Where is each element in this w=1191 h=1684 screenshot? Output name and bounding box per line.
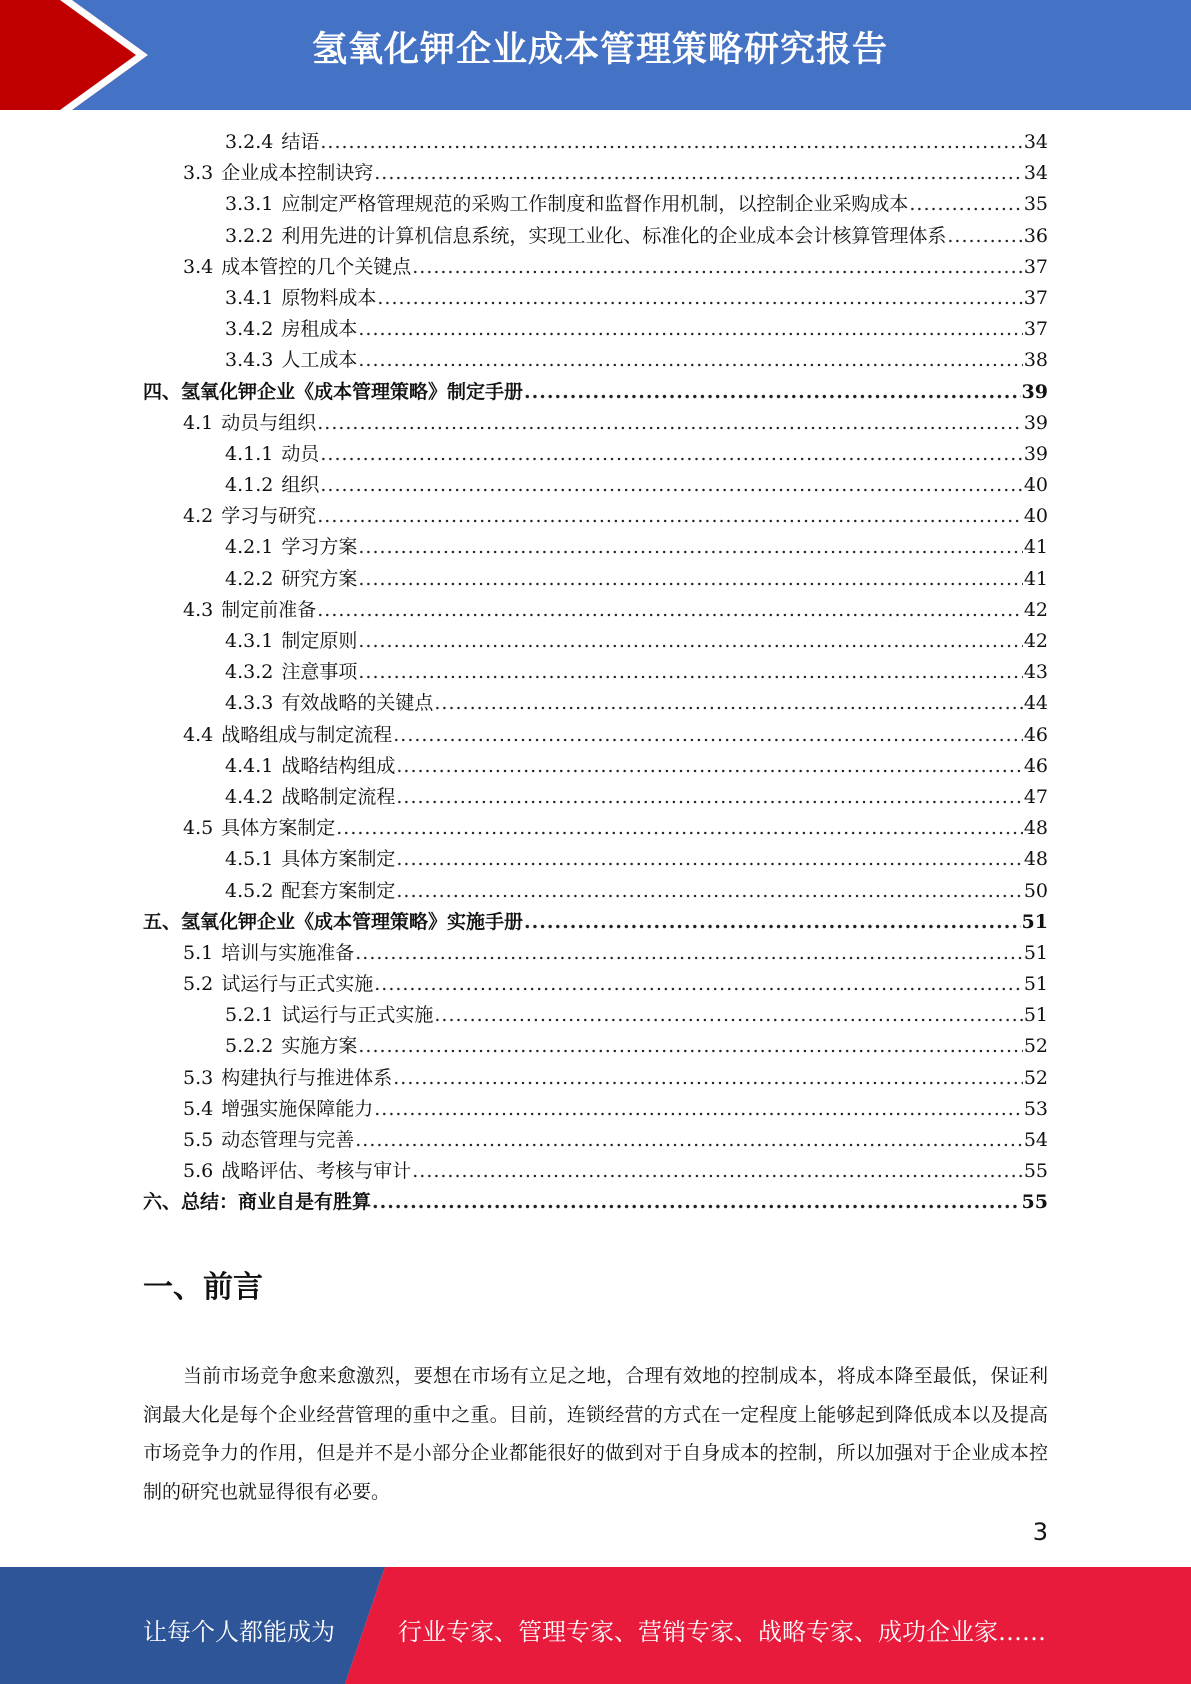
toc-entry-page: 39: [1023, 442, 1048, 465]
toc-dot-leader: [355, 938, 1023, 969]
toc-entry-title: 战略组成与制定流程: [221, 723, 393, 746]
toc-dot-leader: [396, 876, 1022, 907]
toc-dot-leader: [434, 688, 1022, 719]
toc-dot-leader: [317, 595, 1023, 626]
toc-entry-number: 5.2: [183, 973, 214, 996]
toc-entry-page: 47: [1023, 785, 1048, 808]
toc-entry-title: 动员: [281, 442, 320, 465]
toc-dot-leader: [412, 1156, 1023, 1187]
toc-entry[interactable]: [143, 720, 1048, 751]
toc-entry-page: 40: [1023, 505, 1048, 528]
toc-entry-page: 46: [1023, 723, 1048, 746]
toc-dot-leader: [524, 377, 1021, 408]
footer-slogan-right: 行业专家、管理专家、营销专家、战略专家、成功企业家……: [398, 1618, 1046, 1646]
report-title: 氢氧化钾企业成本管理策略研究报告: [311, 30, 888, 70]
toc-entry-title: 利用先进的计算机信息系统，实现工业化、标准化的企业成本会计核算管理体系: [281, 224, 947, 247]
toc-entry-title: 制定原则: [281, 630, 358, 652]
toc-dot-leader: [358, 532, 1022, 563]
toc-entry-number: 5.2.2: [225, 1035, 274, 1058]
toc-entry-page: 41: [1023, 567, 1048, 590]
toc-dot-leader: [393, 720, 1023, 751]
toc-entry-title: 制定前准备: [221, 598, 317, 621]
toc-entry-page: 37: [1023, 286, 1048, 309]
toc-entry[interactable]: [143, 876, 1048, 907]
toc-entry-number: 3.4.1: [225, 286, 274, 309]
toc-entry-title: 应制定严格管理规范的采购工作制度和监督作用机制，以控制企业采购成本: [281, 193, 909, 216]
toc-entry-number: 4.1.1: [225, 442, 274, 465]
toc-dot-leader: [320, 127, 1022, 158]
toc-entry[interactable]: [143, 1187, 1048, 1218]
toc-entry-title: 五、氢氧化钾企业《成本管理策略》实施手册: [143, 910, 524, 933]
toc-entry-page: 48: [1023, 848, 1048, 871]
toc-dot-leader: [377, 283, 1022, 314]
toc-entry-title: 构建执行与推进体系: [221, 1066, 393, 1089]
toc-entry-page: 38: [1023, 349, 1048, 372]
toc-dot-leader: [396, 844, 1022, 875]
toc-entry[interactable]: [143, 938, 1048, 969]
toc-entry-title: 人工成本: [281, 349, 358, 372]
toc-entry-number: 5.2.1: [225, 1004, 274, 1027]
toc-entry[interactable]: [143, 844, 1048, 875]
toc-entry-page: 44: [1023, 692, 1048, 715]
toc-entry[interactable]: [143, 595, 1048, 626]
toc-dot-leader: [372, 1187, 1021, 1218]
toc-entry-number: 5.4: [183, 1097, 214, 1120]
toc-entry-page: 34: [1023, 162, 1048, 185]
toc-entry-title: 有效战略的关键点: [281, 692, 434, 715]
toc-entry-number: 3.4.3: [225, 349, 274, 372]
toc-entry-number: 4.5: [183, 817, 214, 840]
table-of-contents: [143, 127, 1048, 1219]
toc-entry-title: 配套方案制定: [281, 879, 396, 902]
toc-entry-page: 40: [1023, 474, 1048, 497]
toc-entry-number: 3.4: [183, 255, 214, 278]
toc-entry-title: 战略评估、考核与审计: [221, 1160, 412, 1183]
toc-entry-number: 3.2.4: [225, 131, 274, 153]
toc-entry-title: 注意事项: [281, 661, 358, 684]
toc-entry-page: 50: [1023, 879, 1048, 902]
toc-entry[interactable]: [143, 969, 1048, 1000]
toc-entry[interactable]: [143, 189, 1048, 220]
toc-entry[interactable]: [143, 907, 1048, 938]
toc-dot-leader: [374, 158, 1023, 189]
footer-slogan-left: 让每个人都能成为: [143, 1618, 335, 1646]
toc-entry-title: 实施方案: [281, 1035, 358, 1058]
toc-entry[interactable]: [143, 408, 1048, 439]
toc-entry-number: 4.3: [183, 598, 214, 621]
toc-dot-leader: [396, 751, 1022, 782]
toc-dot-leader: [320, 470, 1022, 501]
toc-dot-leader: [317, 408, 1023, 439]
toc-entry[interactable]: [143, 1094, 1048, 1125]
toc-entry-number: 4.2.2: [225, 567, 274, 590]
toc-entry-page: 35: [1023, 193, 1048, 216]
toc-entry-title: 试运行与正式实施: [221, 973, 374, 996]
toc-entry-number: 4.4.1: [225, 754, 274, 777]
toc-entry-title: 组织: [281, 474, 320, 497]
toc-dot-leader: [320, 439, 1022, 470]
toc-dot-leader: [336, 813, 1023, 844]
toc-entry-page: 46: [1023, 754, 1048, 777]
toc-entry[interactable]: [143, 158, 1048, 189]
toc-entry[interactable]: [143, 813, 1048, 844]
toc-entry-page: 43: [1023, 661, 1048, 684]
red-chevron-decoration: [0, 0, 200, 110]
toc-entry-number: 5.3: [183, 1066, 214, 1089]
toc-entry-number: 4.3.2: [225, 661, 274, 684]
toc-entry-page: 55: [1023, 1160, 1048, 1183]
toc-entry-page: 42: [1023, 630, 1048, 652]
toc-entry-number: 4.5.1: [225, 848, 274, 871]
toc-dot-leader: [358, 345, 1022, 376]
toc-entry-page: 37: [1023, 255, 1048, 278]
toc-entry-title: 原物料成本: [281, 286, 377, 309]
toc-entry-number: 4.4: [183, 723, 214, 746]
toc-entry[interactable]: [143, 688, 1048, 719]
toc-entry-title: 具体方案制定: [281, 848, 396, 871]
toc-dot-leader: [374, 969, 1023, 1000]
toc-entry-title: 具体方案制定: [221, 817, 336, 840]
toc-entry-page: 37: [1023, 318, 1048, 341]
toc-entry-title: 六、总结：商业自是有胜算: [143, 1191, 372, 1214]
toc-entry-title: 战略结构组成: [281, 754, 396, 777]
toc-entry-number: 4.3.3: [225, 692, 274, 715]
toc-entry-page: 52: [1023, 1035, 1048, 1058]
toc-entry[interactable]: [143, 1125, 1048, 1156]
toc-entry-number: 5.1: [183, 941, 214, 964]
toc-entry-number: 4.1: [183, 411, 214, 434]
toc-entry-page: 34: [1023, 131, 1048, 153]
toc-dot-leader: [358, 314, 1022, 345]
toc-entry-number: 4.3.1: [225, 630, 274, 652]
toc-entry-page: 48: [1023, 817, 1048, 840]
toc-entry-title: 四、氢氧化钾企业《成本管理策略》制定手册: [143, 380, 524, 403]
toc-dot-leader: [909, 189, 1022, 220]
toc-entry[interactable]: [143, 252, 1048, 283]
toc-entry[interactable]: [143, 501, 1048, 532]
toc-entry-page: 51: [1023, 973, 1048, 996]
section-heading: 一、前言: [143, 1270, 263, 1305]
toc-entry[interactable]: [143, 1063, 1048, 1094]
toc-entry-page: 52: [1023, 1066, 1048, 1089]
toc-entry[interactable]: [143, 127, 1048, 158]
toc-entry-number: 3.3.1: [225, 193, 274, 216]
toc-entry[interactable]: [143, 377, 1048, 408]
toc-entry-title: 研究方案: [281, 567, 358, 590]
toc-entry[interactable]: [143, 314, 1048, 345]
toc-entry-title: 动员与组织: [221, 411, 317, 434]
toc-entry[interactable]: [143, 283, 1048, 314]
toc-dot-leader: [358, 1031, 1022, 1062]
toc-entry[interactable]: [143, 564, 1048, 595]
toc-entry-page: 39: [1023, 411, 1048, 434]
toc-entry[interactable]: [143, 1156, 1048, 1187]
toc-entry[interactable]: [143, 782, 1048, 813]
toc-entry-title: 企业成本控制诀窍: [221, 162, 374, 185]
toc-entry[interactable]: [143, 1031, 1048, 1062]
toc-dot-leader: [358, 564, 1022, 595]
toc-dot-leader: [355, 1125, 1023, 1156]
toc-dot-leader: [358, 657, 1022, 688]
toc-entry-page: 42: [1023, 598, 1048, 621]
toc-entry-page: 51: [1023, 941, 1048, 964]
toc-entry-title: 成本管控的几个关键点: [221, 255, 412, 278]
toc-dot-leader: [317, 501, 1023, 532]
toc-entry-number: 4.4.2: [225, 785, 274, 808]
toc-entry-number: 3.2.2: [225, 224, 274, 247]
toc-entry[interactable]: [143, 345, 1048, 376]
toc-dot-leader: [947, 221, 1022, 252]
toc-entry[interactable]: [143, 439, 1048, 470]
toc-entry-page: 41: [1023, 536, 1048, 559]
toc-entry-title: 试运行与正式实施: [281, 1004, 434, 1027]
toc-entry-number: 4.1.2: [225, 474, 274, 497]
toc-entry-number: 4.2.1: [225, 536, 274, 559]
toc-dot-leader: [434, 1000, 1022, 1031]
page-number: 3: [1032, 1518, 1048, 1546]
toc-dot-leader: [396, 782, 1022, 813]
toc-entry-page: 39: [1021, 380, 1048, 403]
toc-entry[interactable]: [143, 626, 1048, 657]
toc-dot-leader: [374, 1094, 1023, 1125]
toc-entry[interactable]: [143, 470, 1048, 501]
toc-entry-number: 5.6: [183, 1160, 214, 1183]
toc-entry[interactable]: [143, 532, 1048, 563]
toc-entry-title: 战略制定流程: [281, 785, 396, 808]
toc-entry-title: 房租成本: [281, 318, 358, 341]
toc-entry-title: 增强实施保障能力: [221, 1097, 374, 1120]
toc-entry-number: 3.3: [183, 162, 214, 185]
intro-paragraph: 当前市场竞争愈来愈激烈，要想在市场有立足之地，合理有效地的控制成本，将成本降至最低，保证利润最大化是每个企业经营管理的重中之重。目前，连锁经营的方式在一定程度上能够起到降低成本以及提高市场竞争力的作用，但是并不是小部分企业都能很好的做到对于自身成本的控制，所以加强对于企业成本控制的研究也就显得很有必要。: [143, 1365, 1048, 1503]
toc-entry[interactable]: [143, 221, 1048, 252]
toc-dot-leader: [358, 626, 1022, 657]
toc-entry-number: 4.2: [183, 505, 214, 528]
toc-entry-page: 55: [1021, 1191, 1048, 1214]
toc-entry-title: 动态管理与完善: [221, 1129, 355, 1151]
toc-entry-page: 36: [1023, 224, 1048, 247]
toc-entry[interactable]: [143, 657, 1048, 688]
page-footer: [0, 1567, 1191, 1684]
toc-entry-number: 5.5: [183, 1129, 214, 1151]
toc-entry-title: 学习与研究: [221, 505, 317, 528]
toc-entry-number: 4.5.2: [225, 879, 274, 902]
toc-entry-title: 结语: [281, 131, 320, 153]
toc-entry-title: 学习方案: [281, 536, 358, 559]
toc-dot-leader: [393, 1063, 1023, 1094]
toc-entry-page: 51: [1023, 1004, 1048, 1027]
page-header: [0, 0, 1191, 110]
toc-entry[interactable]: [143, 751, 1048, 782]
toc-entry-page: 51: [1021, 910, 1048, 933]
toc-entry-page: 53: [1023, 1097, 1048, 1120]
toc-dot-leader: [412, 252, 1023, 283]
toc-entry-title: 培训与实施准备: [221, 941, 355, 964]
toc-dot-leader: [524, 907, 1021, 938]
toc-entry[interactable]: [143, 1000, 1048, 1031]
toc-entry-number: 3.4.2: [225, 318, 274, 341]
toc-entry-page: 54: [1023, 1129, 1048, 1151]
